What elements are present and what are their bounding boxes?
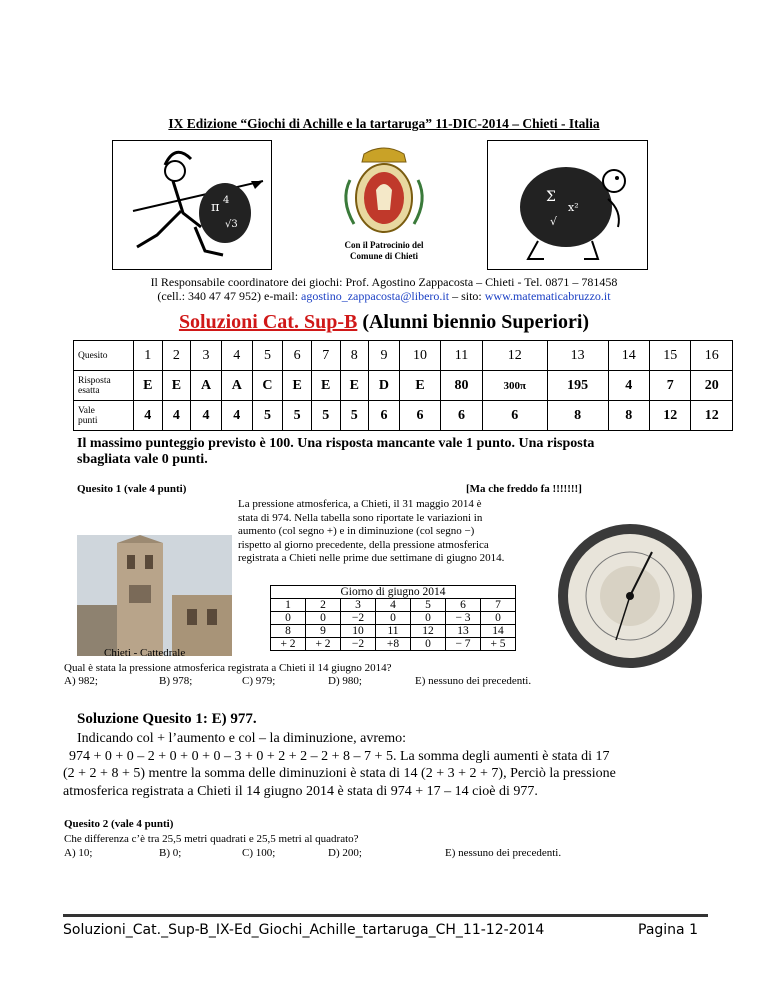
row-label-punti: Vale punti — [74, 401, 134, 431]
june-variation-cell: + 2 — [306, 638, 341, 651]
q2-text: Che differenza c’è tra 25,5 metri quadrati e 25,5 metri al quadrato? — [64, 833, 359, 845]
quesito-cell: 5 — [252, 341, 283, 371]
svg-text:x²: x² — [568, 201, 579, 214]
q1-title: Quesito 1 (vale 4 punti) — [77, 483, 187, 495]
q1-option-a: A) 982; — [64, 675, 98, 687]
solutions-title-category: Soluzioni Cat. Sup-B — [178, 311, 358, 333]
june-day-cell: 5 — [411, 599, 446, 612]
risposta-cell: E — [340, 371, 369, 401]
quesito-cell: 4 — [221, 341, 252, 371]
table-row-risposta — [74, 371, 733, 401]
quesito-cell: 2 — [162, 341, 191, 371]
risposta-cell: E — [134, 371, 163, 401]
table-row-punti — [74, 401, 733, 431]
june-variation-cell: 0 — [411, 612, 446, 625]
risposta-cell: E — [311, 371, 340, 401]
solution1-line: Indicando col + l’aumento e col – la diminuzione, avremo: — [77, 731, 407, 746]
june-day-cell: 10 — [341, 625, 376, 638]
quesito-cell: 12 — [482, 341, 547, 371]
solutions-title-subtitle: (Alunni biennio Superiori) — [357, 311, 590, 333]
site-link[interactable]: www.matematicabruzzo.it — [484, 289, 611, 303]
june-variation-cell: −2 — [341, 612, 376, 625]
email-link[interactable]: agostino_zappacosta@libero.it — [301, 289, 450, 303]
row-label-risposta: Risposta esatta — [74, 371, 134, 401]
q2-title: Quesito 2 (vale 4 punti) — [64, 818, 174, 830]
coordinator-line: Il Responsabile coordinatore dei giochi: Prof. Agostino Zappacosta – Chieti - Tel. 0871 – 781458 — [150, 275, 618, 289]
q2-option-a: A) 10; — [64, 847, 93, 859]
june-table-row — [271, 612, 516, 625]
june-variation-cell: −2 — [341, 638, 376, 651]
risposta-cell: A — [221, 371, 252, 401]
q2-option-e: E) nessuno dei precedenti. — [445, 847, 562, 859]
punti-cell: 4 — [162, 401, 191, 431]
risposta-cell: 7 — [650, 371, 691, 401]
solution1-line: 974 + 0 + 0 – 2 + 0 + 0 + 0 – 3 + 0 + 2 + 2 – 2 + 8 – 7 + 5. La somma degli aumenti è stata di 17 — [69, 748, 610, 764]
june-variation-cell: + 2 — [271, 638, 306, 651]
q1-question: Qual è stata la pressione atmosferica registrata a Chieti il 14 giugno 2014? — [64, 662, 392, 674]
svg-text:Σ: Σ — [546, 189, 556, 205]
q1-text — [238, 498, 568, 566]
june-day-cell: 14 — [481, 625, 516, 638]
june-day-cell: 13 — [446, 625, 481, 638]
punti-cell: 6 — [482, 401, 547, 431]
june-day-cell: 3 — [341, 599, 376, 612]
footer-filename: Soluzioni_Cat._Sup-B_IX-Ed_Giochi_Achille_tartaruga_CH_11-12-2014 — [63, 922, 545, 938]
june-variation-cell: 0 — [271, 612, 306, 625]
footer-page-number: Pagina 1 — [638, 922, 698, 938]
scoring-rules — [77, 436, 717, 468]
risposta-cell: C — [252, 371, 283, 401]
risposta-cell: 300π — [482, 371, 547, 401]
solution1-text — [63, 730, 703, 800]
q1-text-line: rispetto al giorno precedente, della pressione atmosferica — [238, 538, 489, 551]
quesito-cell: 9 — [369, 341, 400, 371]
june-table-row — [271, 638, 516, 651]
june-variation-cell: 0 — [411, 638, 446, 651]
june-day-cell: 2 — [306, 599, 341, 612]
solution1-title: Soluzione Quesito 1: E) 977. — [77, 711, 257, 727]
punti-cell: 6 — [369, 401, 400, 431]
punti-cell: 6 — [399, 401, 440, 431]
q1-text-line: stata di 974. Nella tabella sono riportate le variazioni in — [238, 511, 483, 524]
contact-line — [0, 289, 768, 304]
contact-mid: – sito: — [449, 289, 485, 303]
scoring-rules-line-2: sbagliata vale 0 punti. — [77, 452, 208, 467]
june-variation-cell: − 3 — [446, 612, 481, 625]
punti-cell: 4 — [191, 401, 222, 431]
june-day-cell: 9 — [306, 625, 341, 638]
june-day-cell: 4 — [376, 599, 411, 612]
chieti-cathedral-photo — [77, 535, 232, 656]
june-variation-cell: 0 — [481, 612, 516, 625]
footer-divider — [63, 914, 708, 917]
punti-cell: 5 — [311, 401, 340, 431]
risposta-cell: E — [283, 371, 312, 401]
q1-text-line: La pressione atmosferica, a Chieti, il 31 maggio 2014 è — [238, 498, 482, 510]
quesito-cell: 13 — [547, 341, 608, 371]
june-variation-cell: + 5 — [481, 638, 516, 651]
punti-cell: 6 — [441, 401, 482, 431]
june-day-cell: 11 — [376, 625, 411, 638]
row-label-quesito: Quesito — [74, 341, 134, 371]
june-table-title: Giorno di giugno 2014 — [271, 586, 516, 599]
svg-text:√3: √3 — [225, 219, 238, 230]
answers-table — [73, 340, 733, 431]
patrocinio-line-2: Comune di Chieti — [349, 251, 418, 261]
quesito-cell: 10 — [399, 341, 440, 371]
punti-cell: 5 — [252, 401, 283, 431]
patrocinio-line-1: Con il Patrocinio del — [344, 240, 424, 250]
june-day-cell: 6 — [446, 599, 481, 612]
punti-cell: 8 — [547, 401, 608, 431]
june-pressure-table — [270, 585, 516, 651]
june-variation-cell: +8 — [376, 638, 411, 651]
q1-option-e: E) nessuno dei precedenti. — [415, 675, 532, 687]
q1-option-c: C) 979; — [242, 675, 276, 687]
risposta-cell: 4 — [608, 371, 649, 401]
q1-text-line: registrata a Chieti nelle prime due settimane di giugno 2014. — [238, 552, 505, 564]
risposta-cell: E — [399, 371, 440, 401]
barometer-photo — [556, 522, 704, 670]
table-row-quesito — [74, 341, 733, 371]
punti-cell: 4 — [134, 401, 163, 431]
q1-note: [Ma che freddo fa !!!!!!!] — [466, 483, 582, 495]
risposta-cell: 20 — [691, 371, 733, 401]
quesito-cell: 16 — [691, 341, 733, 371]
svg-text:√: √ — [550, 215, 558, 228]
q2-option-d: D) 200; — [328, 847, 362, 859]
scoring-rules-line-1: Il massimo punteggio previsto è 100. Una risposta mancante vale 1 punto. Una risposta — [77, 436, 595, 451]
june-day-cell: 7 — [481, 599, 516, 612]
risposta-cell: D — [369, 371, 400, 401]
punti-cell: 12 — [650, 401, 691, 431]
quesito-cell: 11 — [441, 341, 482, 371]
q1-option-d: D) 980; — [328, 675, 362, 687]
q2-option-b: B) 0; — [159, 847, 182, 859]
patrocinio-label — [300, 240, 468, 262]
quesito-cell: 8 — [340, 341, 369, 371]
punti-cell: 4 — [221, 401, 252, 431]
header-title: IX Edizione “Giochi di Achille e la tartaruga” 11-DIC-2014 – Chieti - Italia — [168, 116, 600, 131]
quesito-cell: 15 — [650, 341, 691, 371]
quesito-cell: 7 — [311, 341, 340, 371]
punti-cell: 12 — [691, 401, 733, 431]
punti-cell: 8 — [608, 401, 649, 431]
solutions-title — [0, 311, 768, 334]
quesito-cell: 1 — [134, 341, 163, 371]
june-day-cell: 12 — [411, 625, 446, 638]
q1-option-b: B) 978; — [159, 675, 193, 687]
risposta-cell: 80 — [441, 371, 482, 401]
risposta-cell: E — [162, 371, 191, 401]
june-table-row — [271, 625, 516, 638]
june-variation-cell: 0 — [376, 612, 411, 625]
punti-cell: 5 — [283, 401, 312, 431]
q1-text-line: aumento (col segno +) e in diminuzione (col segno −) — [238, 525, 475, 537]
tortoise-illustration — [487, 140, 648, 270]
june-day-cell: 8 — [271, 625, 306, 638]
quesito-cell: 14 — [608, 341, 649, 371]
achilles-illustration — [112, 140, 272, 270]
risposta-cell: A — [191, 371, 222, 401]
quesito-cell: 3 — [191, 341, 222, 371]
svg-text:π: π — [211, 200, 220, 215]
q2-option-c: C) 100; — [242, 847, 276, 859]
june-table-row — [271, 599, 516, 612]
june-variation-cell: − 7 — [446, 638, 481, 651]
svg-text:4: 4 — [223, 195, 230, 206]
contact-prefix: (cell.: 340 47 47 952) e-mail: — [157, 289, 302, 303]
quesito-cell: 6 — [283, 341, 312, 371]
punti-cell: 5 — [340, 401, 369, 431]
risposta-cell: 195 — [547, 371, 608, 401]
june-variation-cell: 0 — [306, 612, 341, 625]
solution1-line: atmosferica registrata a Chieti il 14 giugno 2014 è stata di 974 + 17 – 14 cioè di 977. — [63, 783, 538, 799]
june-day-cell: 1 — [271, 599, 306, 612]
cathedral-caption: Chieti - Cattedrale — [104, 647, 186, 659]
solution1-line: (2 + 2 + 8 + 5) mentre la somma delle diminuzioni è stata di 14 (2 + 3 + 2 + 7), Perciò la pressione — [63, 766, 616, 781]
